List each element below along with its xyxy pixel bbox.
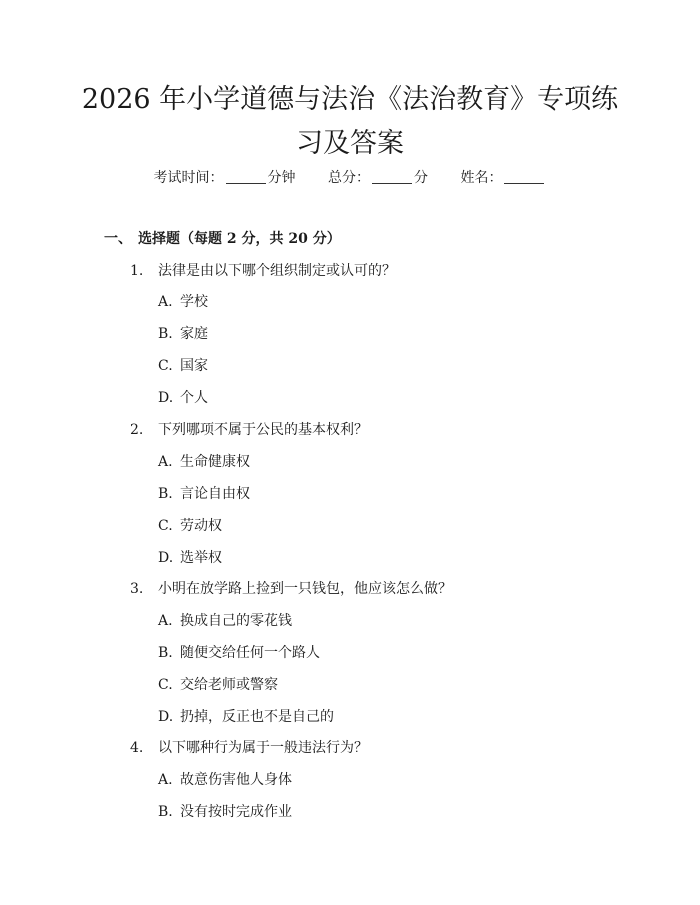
option-4b: [158, 802, 292, 822]
question-text: 下列哪项不属于公民的基本权利？: [158, 422, 368, 438]
option-text: 国家: [180, 358, 208, 374]
question-1: [130, 261, 396, 281]
section-title: 选择题（每题 2 分，共 20 分）: [138, 231, 341, 247]
option-text: 生命健康权: [180, 454, 250, 470]
option-text: 劳动权: [180, 518, 222, 534]
name-label: 姓名：: [460, 170, 503, 186]
option-letter: C.: [158, 358, 173, 374]
option-text: 没有按时完成作业: [180, 804, 292, 820]
option-letter: A.: [158, 613, 173, 629]
option-text: 个人: [180, 390, 208, 406]
option-letter: A.: [158, 772, 173, 788]
option-3b: [158, 643, 320, 663]
total-score-field: [328, 168, 428, 188]
option-2d: [158, 548, 222, 568]
exam-time-unit: 分钟: [267, 170, 296, 186]
total-score-blank: [372, 169, 412, 184]
question-4: [130, 738, 368, 758]
question-text: 小明在放学路上捡到一只钱包，他应该怎么做？: [158, 581, 452, 597]
option-1c: [158, 356, 208, 376]
option-letter: A.: [158, 294, 173, 310]
name-blank: [504, 169, 544, 184]
option-letter: B.: [158, 486, 173, 502]
option-text: 故意伤害他人身体: [180, 772, 292, 788]
exam-info-line: [0, 168, 700, 188]
option-letter: D.: [158, 709, 174, 725]
option-1d: [158, 388, 208, 408]
question-number: 2.: [130, 422, 144, 438]
document-title: 2026 年小学道德与法治《法治教育》专项练习及答案: [81, 84, 619, 159]
exam-time-field: [154, 168, 296, 188]
option-letter: B.: [158, 645, 173, 661]
option-text: 学校: [180, 294, 208, 310]
option-letter: C.: [158, 518, 173, 534]
option-text: 扔掉，反正也不是自己的: [180, 709, 334, 725]
question-text: 以下哪种行为属于一般违法行为？: [158, 740, 368, 756]
section-heading: [104, 229, 341, 249]
option-letter: A.: [158, 454, 173, 470]
name-field: [460, 168, 546, 188]
total-score-label: 总分：: [328, 170, 370, 186]
option-text: 随便交给任何一个路人: [180, 645, 320, 661]
exam-time-blank: [226, 169, 266, 184]
option-3d: [158, 707, 334, 727]
option-2b: [158, 484, 250, 504]
section-number: 一、: [104, 231, 132, 247]
option-letter: C.: [158, 677, 173, 693]
total-score-unit: 分: [414, 170, 428, 186]
option-letter: D.: [158, 550, 174, 566]
question-number: 3.: [130, 581, 144, 597]
option-text: 言论自由权: [180, 486, 250, 502]
option-text: 家庭: [180, 326, 208, 342]
option-3a: [158, 611, 292, 631]
option-2c: [158, 516, 222, 536]
option-1a: [158, 292, 208, 312]
option-4a: [158, 770, 292, 790]
option-3c: [158, 675, 278, 695]
option-text: 选举权: [180, 550, 222, 566]
question-text: 法律是由以下哪个组织制定或认可的？: [158, 263, 396, 279]
question-2: [130, 420, 368, 440]
option-2a: [158, 452, 250, 472]
option-1b: [158, 324, 208, 344]
question-number: 1.: [130, 263, 144, 279]
option-letter: B.: [158, 804, 173, 820]
exam-time-label: 考试时间：: [153, 170, 224, 186]
question-3: [130, 579, 452, 599]
option-letter: B.: [158, 326, 173, 342]
option-text: 交给老师或警察: [180, 677, 278, 693]
option-text: 换成自己的零花钱: [180, 613, 292, 629]
option-letter: D.: [158, 390, 174, 406]
question-number: 4.: [130, 740, 144, 756]
